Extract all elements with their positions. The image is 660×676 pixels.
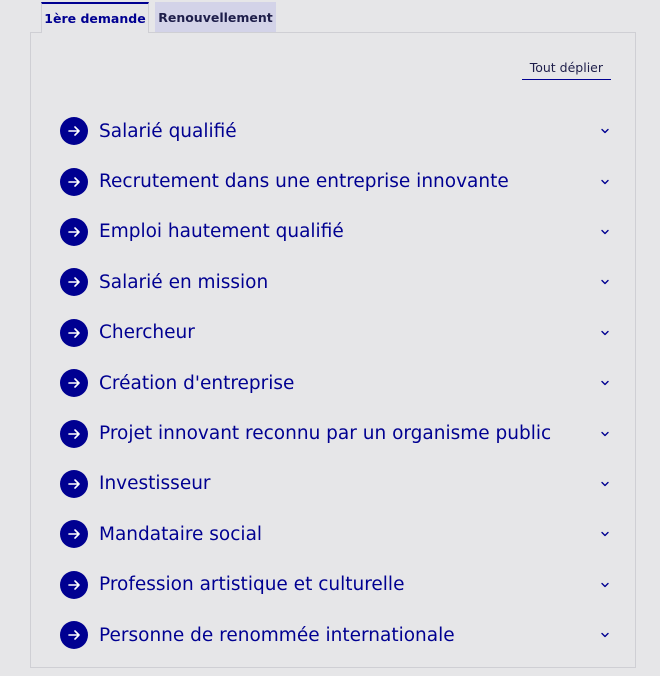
- arrow-right-icon: [60, 117, 88, 145]
- accordion-item[interactable]: [60, 156, 610, 206]
- accordion-item-label: Investisseur: [99, 473, 211, 495]
- arrow-right-icon: [60, 168, 88, 196]
- chevron-down-icon: [600, 529, 610, 539]
- arrow-right-icon: [60, 218, 88, 246]
- expand-all-button[interactable]: Tout déplier: [522, 60, 611, 80]
- tab-first-request[interactable]: 1ère demande: [41, 2, 149, 33]
- chevron-down-icon: [600, 580, 610, 590]
- chevron-down-icon: [600, 328, 610, 338]
- arrow-right-icon: [60, 420, 88, 448]
- accordion-item-label: Salarié qualifié: [99, 120, 237, 142]
- chevron-down-icon: [600, 429, 610, 439]
- arrow-right-icon: [60, 621, 88, 649]
- tab-renewal[interactable]: Renouvellement: [155, 2, 276, 32]
- accordion-item-label: Emploi hautement qualifié: [99, 221, 344, 243]
- accordion-item-label: Chercheur: [99, 322, 195, 344]
- chevron-down-icon: [600, 126, 610, 136]
- accordion-item[interactable]: [60, 408, 610, 458]
- accordion-item[interactable]: [60, 509, 610, 559]
- tab-panel: [30, 32, 636, 668]
- accordion-item[interactable]: [60, 610, 610, 660]
- arrow-right-icon: [60, 470, 88, 498]
- arrow-right-icon: [60, 268, 88, 296]
- accordion-list: [60, 106, 610, 660]
- arrow-right-icon: [60, 369, 88, 397]
- accordion-item-label: Personne de renommée internationale: [99, 624, 455, 646]
- chevron-down-icon: [600, 378, 610, 388]
- accordion-item-label: Recrutement dans une entreprise innovante: [99, 171, 509, 193]
- accordion-item[interactable]: [60, 207, 610, 257]
- chevron-down-icon: [600, 479, 610, 489]
- chevron-down-icon: [600, 177, 610, 187]
- accordion-item[interactable]: [60, 459, 610, 509]
- tab-list: [41, 2, 276, 32]
- chevron-down-icon: [600, 227, 610, 237]
- accordion-item-label: Mandataire social: [99, 523, 263, 545]
- accordion-item-label: Projet innovant reconnu par un organisme public: [99, 423, 552, 445]
- accordion-item[interactable]: [60, 358, 610, 408]
- accordion-item[interactable]: [60, 560, 610, 610]
- arrow-right-icon: [60, 520, 88, 548]
- arrow-right-icon: [60, 571, 88, 599]
- arrow-right-icon: [60, 319, 88, 347]
- accordion-item[interactable]: [60, 308, 610, 358]
- accordion-item[interactable]: [60, 106, 610, 156]
- chevron-down-icon: [600, 277, 610, 287]
- accordion-item-label: Création d'entreprise: [99, 372, 295, 394]
- chevron-down-icon: [600, 630, 610, 640]
- accordion-item[interactable]: [60, 257, 610, 307]
- accordion-item-label: Profession artistique et culturelle: [99, 574, 405, 596]
- accordion-item-label: Salarié en mission: [99, 271, 269, 293]
